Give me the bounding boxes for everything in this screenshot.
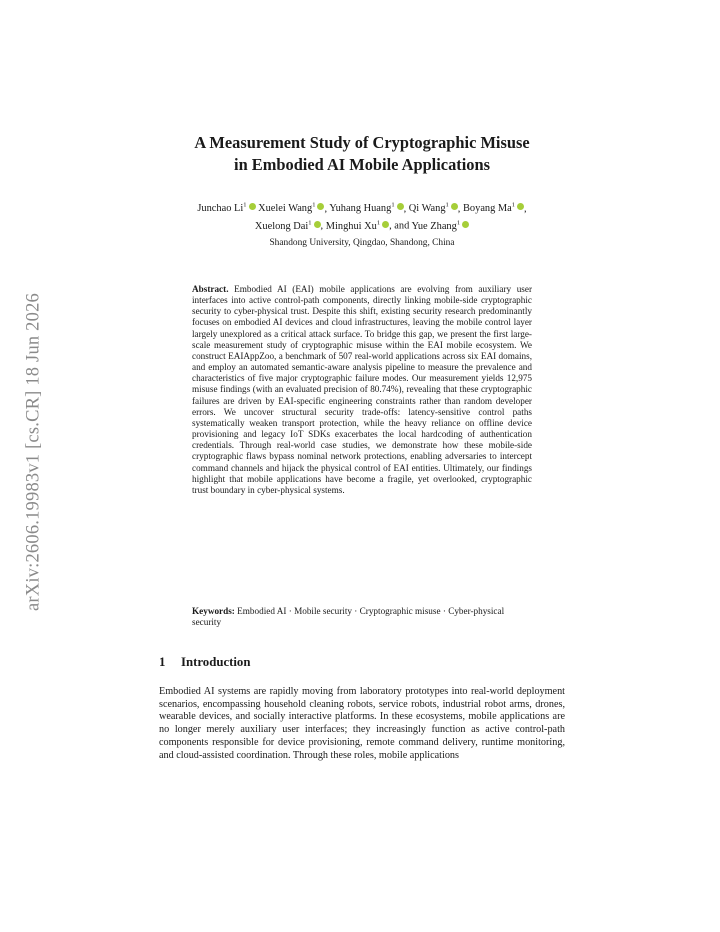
author-separator: , xyxy=(457,203,463,215)
orcid-icon[interactable] xyxy=(451,203,458,210)
affiliation-mark: 1 xyxy=(391,202,395,209)
author-name: Xuelei Wang xyxy=(258,203,313,215)
abstract-label: Abstract. xyxy=(192,284,229,294)
arxiv-identifier-stamp[interactable]: arXiv:2606.19983v1 [cs.CR] 18 Jun 2026 xyxy=(23,293,44,611)
author-list xyxy=(150,199,574,234)
author xyxy=(409,203,458,214)
keywords xyxy=(192,606,532,629)
keywords-label: Keywords: xyxy=(192,606,235,616)
author-name: Boyang Ma xyxy=(463,203,512,215)
affiliation-mark: 1 xyxy=(445,202,449,209)
orcid-icon[interactable] xyxy=(462,221,469,228)
section-number: 1 xyxy=(159,655,166,669)
orcid-icon[interactable] xyxy=(397,203,404,210)
affiliation-mark: 1 xyxy=(511,202,516,209)
abstract-text: Embodied AI (EAI) mobile applications are evolving from auxiliary user interfaces into active control-path components, directly linking mobile-side cryptographic security to cyber-physical trust. Despite this shift, existing security research predominantly focuses on embodied AI devices and cloud infrastructures, leaving the mobile control layer largely unexplored as a critical attack surface. To bridge this gap, we present the first large-scale measurement study of cryptographic misuse within the EAI mobile ecosystem. We construct EAIAppZoo, a benchmark of 507 real-world applications across six EAI domains, and employ an automated semantic-aware analysis pipeline to measure the prevalence and characteristics of five major cryptographic failure modes. Our measurement yields 12,975 misuse findings (with an evaluated precision of 80.74%), revealing that these cryptographic failures are driven by EAI-specific engineering constraints rather than random developer errors. We uncover structural security trade-offs: latency-sensitive control paths systematically weaken transport protection, while the heavy reliance on offline device provisioning and legacy IoT SDKs exacerbates the local hardcoding of authentication credentials. Through real-world case studies, we demonstrate how these mobile-side cryptographic flaws bypass nominal network protections, enabling adversaries to intercept command channels and hijack the physical control of EAI entities. Ultimately, our findings highlight that mobile applications have become a fragile, yet overlooked, cryptographic trust boundary in cyber-physical systems. xyxy=(192,284,532,495)
author-separator: , xyxy=(403,203,409,215)
section-heading-introduction xyxy=(159,655,250,670)
orcid-icon[interactable] xyxy=(249,203,256,210)
author-line-2 xyxy=(150,216,574,233)
affiliation-mark: 1 xyxy=(456,219,461,227)
author xyxy=(258,203,324,214)
paper-title-line-2: in Embodied AI Mobile Applications xyxy=(234,155,490,174)
author-name: Qi Wang xyxy=(408,203,446,215)
author xyxy=(329,203,403,214)
author-name: Minghui Xu xyxy=(325,220,377,232)
section-title: Introduction xyxy=(181,655,251,669)
orcid-icon[interactable] xyxy=(517,203,524,210)
author xyxy=(412,221,470,232)
author xyxy=(197,203,255,214)
author-name: Junchao Li xyxy=(197,203,244,215)
author xyxy=(463,203,524,214)
abstract xyxy=(192,284,532,496)
author-separator: , xyxy=(320,220,326,232)
author-name: Yuhang Huang xyxy=(329,203,392,215)
author xyxy=(326,221,389,232)
paper-title xyxy=(120,132,604,176)
author xyxy=(255,221,321,232)
affiliation-mark: 1 xyxy=(312,202,316,209)
paper-title-line-1: A Measurement Study of Cryptographic Misuse xyxy=(194,133,530,152)
author-separator: , and xyxy=(389,220,412,232)
affiliation: Shandong University, Qingdao, Shandong, China xyxy=(269,238,455,248)
author-line-1 xyxy=(150,199,574,216)
author-name: Yue Zhang xyxy=(411,220,457,232)
author-name: Xuelong Dai xyxy=(254,220,309,232)
author-separator: , xyxy=(324,203,330,215)
introduction-paragraph: Embodied AI systems are rapidly moving from laboratory prototypes into real-world deployment scenarios, encompassing household cleaning robots, service robots, industrial robot arms, drones, wearable devices, and socially interactive platforms. In these ecosystems, mobile applications are no longer merely auxiliary user interfaces; they increasingly function as active control-path components responsible for device provisioning, remote command delivery, runtime monitoring, and cloud-assisted coordination. Through these roles, mobile applications xyxy=(159,686,565,761)
affiliation-mark: 1 xyxy=(308,219,312,227)
orcid-icon[interactable] xyxy=(314,221,321,228)
author-separator: , xyxy=(524,203,527,215)
affiliation-mark: 1 xyxy=(243,202,247,209)
keywords-text: Embodied AI · Mobile security · Cryptographic misuse · Cyber-physical security xyxy=(192,606,505,628)
affiliation-mark: 1 xyxy=(376,219,381,227)
